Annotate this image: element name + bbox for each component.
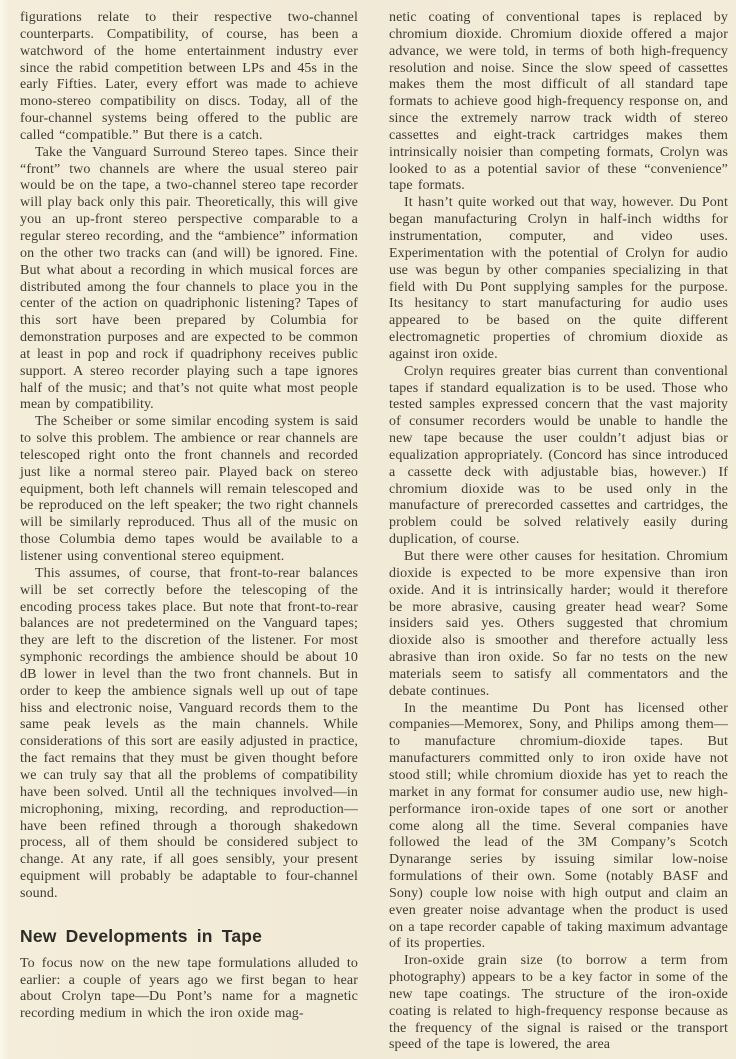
left-column (20, 10, 358, 1023)
section-heading: New Developments in Tape (20, 925, 263, 946)
paragraph: figurations relate to their respective two-channel counterparts. Compatibility, of course, has been a watchword of the home entertainment industry ever since the rabid competition between LPs and 45s in the early Fifties. Later, every effort was made to achieve mono-stereo compatibility on discs. Today, all of the four-channel systems being offered to the public are called “compatible.” But there is a catch. (20, 10, 358, 143)
paragraph: But there were other causes for hesitation. Chromium dioxide is expected to be more expensive than iron oxide. And it is intrinsically harder; would it therefore be more abrasive, causing greater head wear? Some insiders said yes. Others suggested that chromium dioxide also is smoother and therefore actually less abrasive than iron oxide. So far no tests on the new materials seem to satisfy all commentators and the debate continues. (389, 549, 728, 699)
paragraph: Iron-oxide grain size (to borrow a term from photography) appears to be a key factor in some of the new tape coatings. The structure of the iron-oxide coating is related to high-frequency response because as the frequency of the signal is raised or the transport speed of the tape is lowered, the area (389, 953, 728, 1053)
paragraph: This assumes, of course, that front-to-rear balances will be set correctly before the telescoping of the encoding process takes place. But note that front-to-rear balances are not predetermined on the Vanguard tapes; they are left to the discretion of the listener. For most symphonic recordings the ambience should be about 10 dB lower in level than the two front channels. But in order to keep the ambience signals well up out of tape hiss and electronic noise, Vanguard records them to the same peak levels as the main channels. While considerations of this sort are easily adjusted in practice, the fact remains that they must be given thought before we can truly say that all the problems of compatibility have been solved. Until all the techniques involved—in microphoning, mixing, recording, and reproduction—have been refined through a thorough shakedown process, all of them should be considered subject to change. At any rate, if all goes sensibly, your present equipment will probably be adaptable to four-channel sound. (20, 565, 358, 901)
paragraph: To focus now on the new tape formulations alluded to earlier: a couple of years ago we first began to hear about Crolyn tape—Du Pont’s name for a magnetic recording medium in which the iron oxide mag- (20, 955, 358, 1022)
paragraph: The Scheiber or some similar encoding system is said to solve this problem. The ambience or rear channels are telescoped right onto the front channels and recorded just like a normal stereo pair. Played back on stereo equipment, both left channels will remain telescoped and be reproduced on the left speaker; the two right channels will be similarly reproduced. Thus all of the music on those Columbia demo tapes would be available to a listener using conventional stereo equipment. (20, 414, 358, 564)
right-column (389, 10, 728, 1054)
paragraph: Take the Vanguard Surround Stereo tapes. Since their “front” two channels are where the usual stereo pair would be on the tape, a two-channel stereo tape recorder will play back only this pair. Theoretically, this will give you an up-front stereo perspective comparable to a regular stereo recording, and the “ambience” information on the other two tracks can (and will) be ignored. Fine. But what about a recording in which musical forces are distributed among the four channels to place you in the center of the action on quadriphonic listening? Tapes of this sort have been prepared by Columbia for demonstration purposes and are expected to be common at least in pop and rock if quadriphony receives public support. A stereo recorder playing such a tape ignores half of the music; and that’s not quite what most people mean by compatibility. (20, 144, 358, 413)
paragraph: In the meantime Du Pont has licensed other companies—Memorex, Sony, and Philips among them—to manufacture chromium-dioxide tapes. But manufacturers committed only to iron oxide have not stood still; while chromium dioxide has yet to reach the market in any format for consumer audio use, new high-performance iron-oxide tapes of one sort or another come along all the time. Several companies have followed the lead of the 3M Company’s Scotch Dynarange series by issuing similar low-noise formulations of their own. Some (notably BASF and Sony) couple low noise with high output and claim an even greater noise advantage when the product is used on a tape recorder capable of taking maximum advantage of its properties. (389, 700, 728, 952)
paragraph: Crolyn requires greater bias current than conventional tapes if standard equalization is to be used. Those who tested samples expressed concern that the vast majority of consumer recorders would be unable to handle the new tape because the user couldn’t adjust bias or equalization appropriately. (Concord has since introduced a cassette deck with adjustable bias, however.) If chromium dioxide was to be used only in the manufacture of prerecorded cassettes and cartridges, the problem could be solved relatively easily during duplication, of course. (389, 363, 728, 548)
paragraph: It hasn’t quite worked out that way, however. Du Pont began manufacturing Crolyn in half-inch widths for instrumentation, computer, and video uses. Experimentation with the potential of Crolyn for audio use was begun by other companies specializing in that field with Du Pont supplying samples for the purpose. Its hesitancy to start manufacturing for audio uses appeared to be based on the quite different electromagnetic properties of chromium dioxide as against iron oxide. (389, 195, 728, 362)
paragraph: netic coating of conventional tapes is replaced by chromium dioxide. Chromium dioxide offered a major advance, we were told, in terms of both high-frequency resolution and noise. Since the slow speed of cassettes makes them the most difficult of all standard tape formats to achieve good high-frequency response on, and since the extremely narrow track width of stereo cassettes and eight-track cartridges makes them intrinsically noisier than competing formats, Crolyn was looked to as a potential savior of these “convenience” tape formats. (389, 10, 728, 194)
